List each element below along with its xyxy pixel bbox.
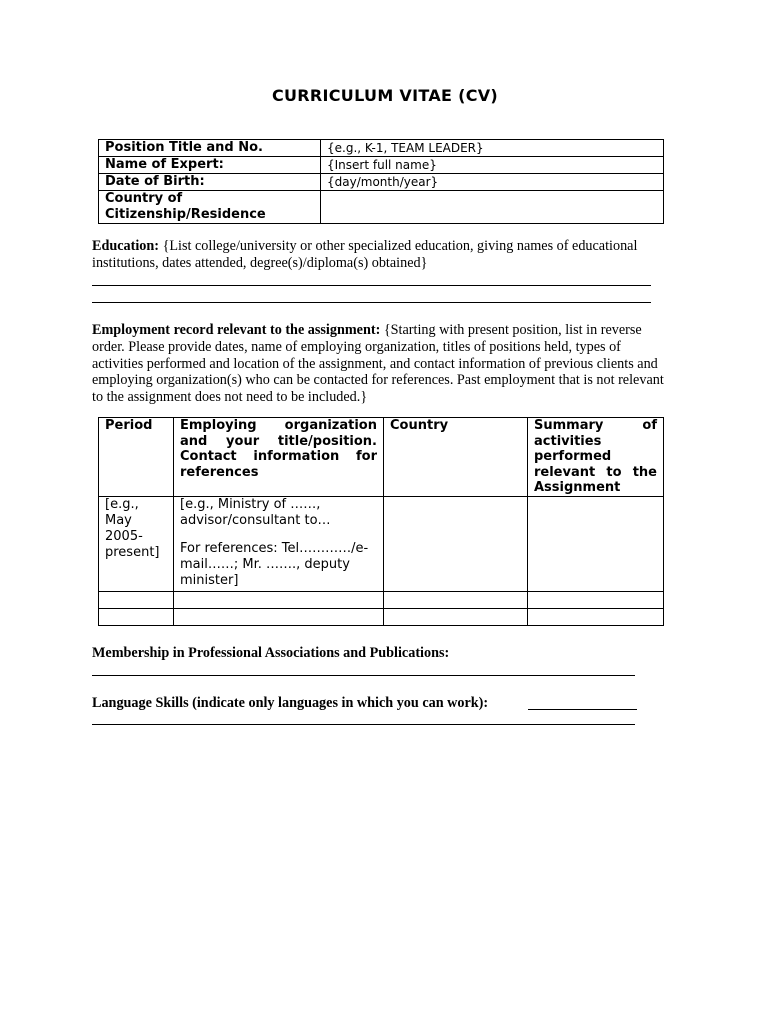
table-row — [99, 497, 664, 592]
education-section — [92, 238, 672, 272]
table-row — [99, 174, 664, 191]
empty-cell[interactable] — [528, 592, 664, 609]
membership-section — [92, 645, 672, 662]
employment-label: Employment record relevant to the assignment: — [92, 322, 381, 338]
employing-organization-header: Employing organization and your title/position. Contact information for references — [174, 418, 384, 497]
employment-section — [92, 322, 672, 406]
example-organization-cell[interactable] — [174, 497, 384, 592]
table-row — [99, 140, 664, 157]
table-row — [99, 191, 664, 224]
education-label: Education: — [92, 238, 160, 254]
empty-cell[interactable] — [528, 609, 664, 626]
country-header: Country — [384, 418, 528, 497]
education-answer-line-1[interactable] — [92, 285, 651, 286]
empty-cell[interactable] — [384, 609, 528, 626]
education-answer-line-2[interactable] — [92, 302, 651, 303]
example-references-text: For references: Tel…………/e-mail……; Mr. ……., deputy minister] — [180, 541, 369, 588]
employment-instructions: {Starting with present position, list in reverse order. Please provide dates, name of employing organization, titles of positions held, types of activities performed and location of the assignment, and contact information of previous clients and employing organization(s) who can be contacted for references. Past employment that is not relevant to the assignment does not need to be included.} — [92, 322, 664, 406]
language-inline-answer-line[interactable] — [528, 709, 637, 710]
table-row — [99, 609, 664, 626]
period-header: Period — [99, 418, 174, 497]
date-of-birth-value[interactable]: {day/month/year} — [321, 174, 664, 191]
language-label: Language Skills (indicate only languages in which you can work): — [92, 695, 489, 711]
example-organization-text: [e.g., Ministry of ……, advisor/consultant to… — [180, 497, 331, 528]
summary-header: Summary of activities performed relevant to the Assignment — [528, 418, 664, 497]
position-title-value[interactable]: {e.g., K-1, TEAM LEADER} — [321, 140, 664, 157]
table-row — [99, 592, 664, 609]
expert-info-table — [98, 139, 664, 224]
empty-cell[interactable] — [99, 609, 174, 626]
example-summary-cell[interactable] — [528, 497, 664, 592]
position-title-label: Position Title and No. — [99, 140, 321, 157]
employment-record-table — [98, 417, 664, 626]
date-of-birth-label: Date of Birth: — [99, 174, 321, 191]
document-title: CURRICULUM VITAE (CV) — [271, 86, 499, 105]
language-answer-line[interactable] — [92, 724, 635, 725]
education-instructions: {List college/university or other specialized education, giving names of educational institutions, dates attended, degree(s)/diploma(s) obtained} — [92, 238, 638, 271]
cell-spacer — [180, 529, 377, 541]
citizenship-value[interactable] — [321, 191, 664, 224]
empty-cell[interactable] — [99, 592, 174, 609]
empty-cell[interactable] — [174, 592, 384, 609]
expert-name-value[interactable]: {Insert full name} — [321, 157, 664, 174]
example-country-cell[interactable] — [384, 497, 528, 592]
table-header-row — [99, 418, 664, 497]
membership-answer-line[interactable] — [92, 675, 635, 676]
membership-label: Membership in Professional Associations and Publications: — [92, 645, 450, 661]
example-period-cell[interactable]: [e.g., May 2005-present] — [99, 497, 174, 592]
expert-name-label: Name of Expert: — [99, 157, 321, 174]
table-row — [99, 157, 664, 174]
citizenship-label: Country of Citizenship/Residence — [99, 191, 321, 224]
empty-cell[interactable] — [174, 609, 384, 626]
empty-cell[interactable] — [384, 592, 528, 609]
